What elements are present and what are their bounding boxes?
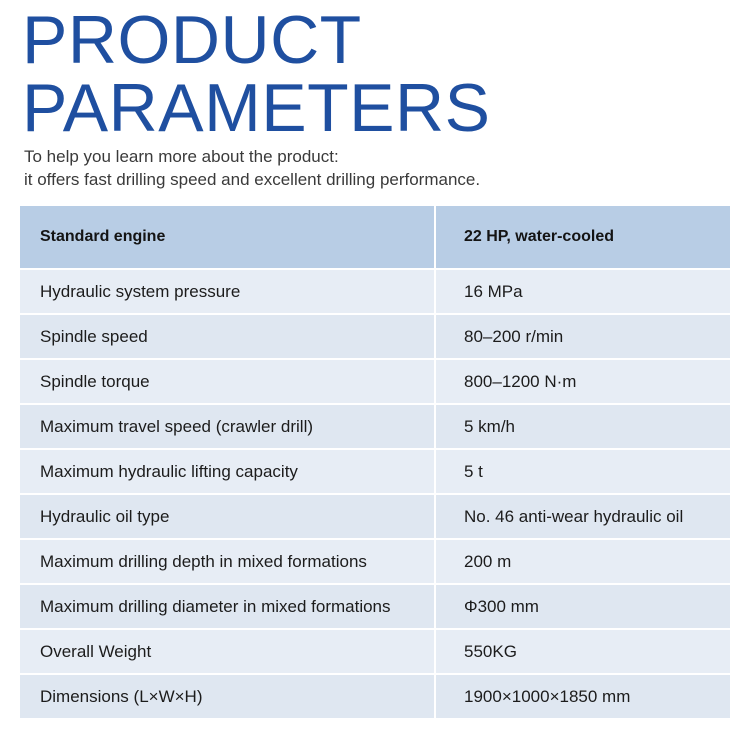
value-cell: Φ300 mm (464, 596, 539, 616)
table-row (20, 405, 730, 450)
header-parameter-cell: Standard engine (20, 206, 436, 268)
value-cell: 800–1200 N·m (464, 371, 577, 391)
table-row (20, 540, 730, 585)
page-title-line-1: PRODUCT (22, 2, 362, 78)
header-value-cell: 22 HP, water-cooled (464, 228, 614, 245)
subtitle-line-1: To help you learn more about the product: (24, 147, 339, 166)
parameter-cell: Dimensions (L×W×H) (20, 675, 436, 718)
parameter-cell: Hydraulic oil type (20, 495, 436, 538)
parameter-cell: Spindle torque (20, 360, 436, 403)
value-cell: 1900×1000×1850 mm (464, 686, 631, 706)
table-row (20, 675, 730, 720)
table-row (20, 360, 730, 405)
table-row (20, 495, 730, 540)
table-row (20, 315, 730, 360)
value-cell: 5 km/h (464, 416, 516, 436)
parameter-cell: Maximum hydraulic lifting capacity (20, 450, 436, 493)
table-row (20, 630, 730, 675)
subtitle-line-2: it offers fast drilling speed and excellent drilling performance. (24, 170, 481, 189)
parameter-cell: Hydraulic system pressure (20, 270, 436, 313)
value-cell: 200 m (464, 551, 512, 571)
value-cell: 16 MPa (464, 281, 523, 301)
value-cell: 5 t (464, 461, 483, 481)
parameters-table (20, 206, 730, 720)
table-row (20, 270, 730, 315)
table-row (20, 585, 730, 630)
value-cell: No. 46 anti-wear hydraulic oil (464, 506, 684, 526)
parameter-cell: Maximum drilling diameter in mixed formations (20, 585, 436, 628)
table-row (20, 450, 730, 495)
value-cell: 550KG (464, 641, 517, 661)
parameter-cell: Maximum travel speed (crawler drill) (20, 405, 436, 448)
page-title-line-2: PARAMETERS (22, 70, 491, 146)
table-header-row (20, 206, 730, 270)
value-cell: 80–200 r/min (464, 326, 564, 346)
parameter-cell: Overall Weight (20, 630, 436, 673)
parameter-cell: Maximum drilling depth in mixed formations (20, 540, 436, 583)
parameter-cell: Spindle speed (20, 315, 436, 358)
